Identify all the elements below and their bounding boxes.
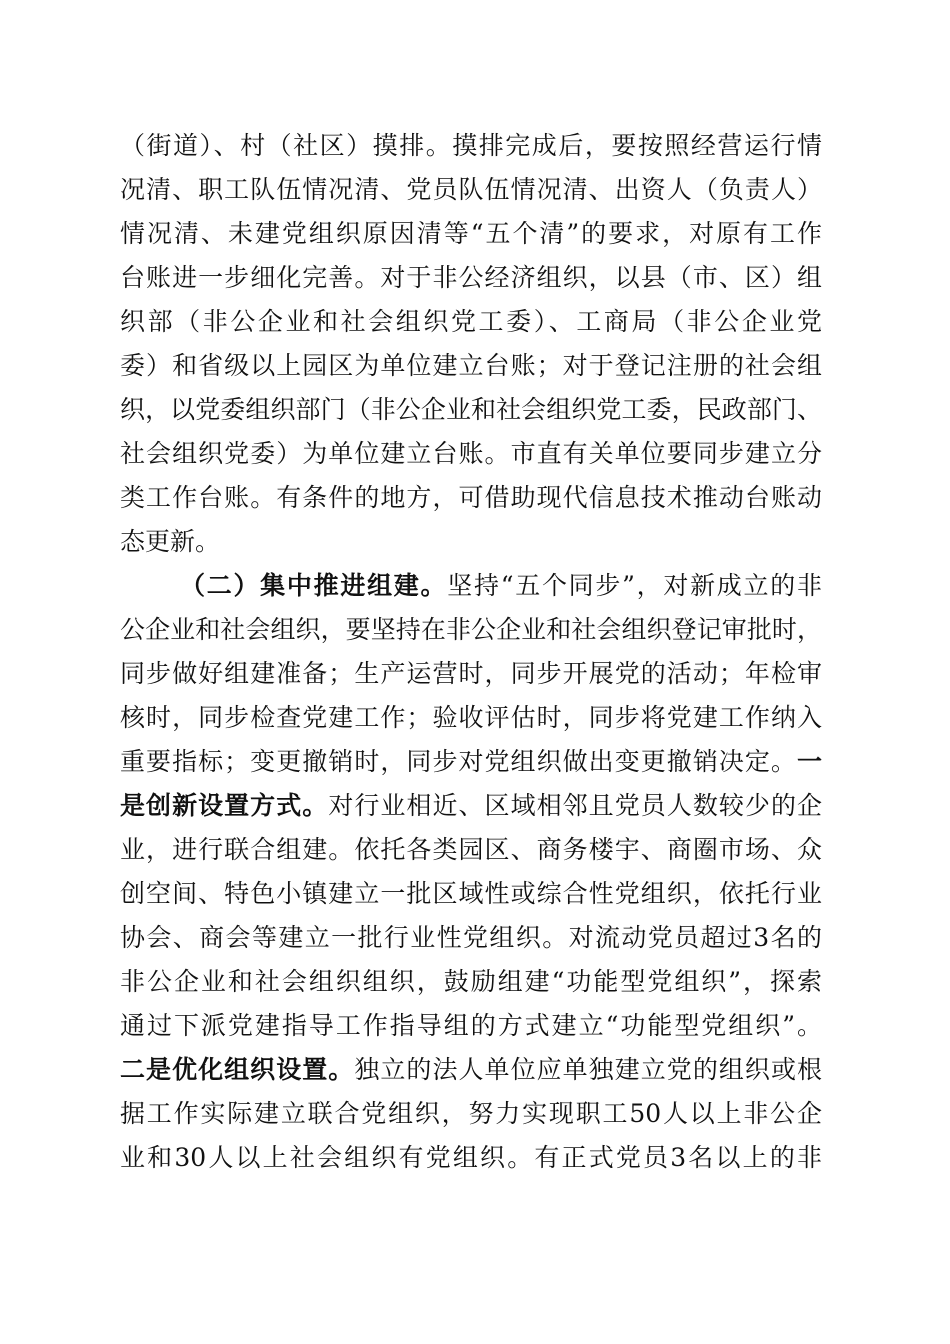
text-run: 独立的法人单位应单独建立党的组织或根	[354, 1055, 822, 1084]
text-run: 对行业相近、区域相邻且党员人数较少的企	[328, 791, 822, 820]
text-line: 协会、商会等建立一批行业性党组织。对流动党员超过3名的	[120, 923, 822, 952]
text-line	[120, 740, 822, 784]
text-line	[120, 784, 822, 828]
text-line: 据工作实际建立联合党组织，努力实现职工50人以上非公企	[120, 1099, 822, 1128]
text-line: 织部（非公企业和社会组织党工委）、工商局（非公企业党	[120, 307, 822, 336]
text-line: 通过下派党建指导工作指导组的方式建立“功能型党组织”。	[120, 1011, 822, 1040]
text-line: 织，以党委组织部门（非公企业和社会组织党工委，民政部门、	[120, 395, 822, 424]
text-line: 委）和省级以上园区为单位建立台账；对于登记注册的社会组	[120, 351, 822, 380]
document-body	[120, 124, 822, 1180]
text-run: 重要指标；变更撤销时，同步对党组织做出变更撤销决定。	[120, 747, 797, 776]
text-line	[120, 1048, 822, 1092]
text-line: 业和30人以上社会组织有党组织。有正式党员3名以上的非	[120, 1143, 822, 1172]
section-heading: （二）集中推进组建。	[180, 571, 448, 600]
bold-run: 是创新设置方式。	[120, 791, 329, 820]
paragraph-ledger	[120, 124, 822, 564]
paragraph-centralized-organizing	[120, 564, 822, 1180]
bold-run: 一	[796, 747, 822, 776]
bold-run: 二是优化组织设置。	[120, 1055, 355, 1084]
text-line: 非公企业和社会组织组织，鼓励组建“功能型党组织”，探索	[120, 967, 822, 996]
text-line: 社会组织党委）为单位建立台账。市直有关单位要同步建立分	[120, 439, 822, 468]
text-line: 类工作台账。有条件的地方，可借助现代信息技术推动台账动	[120, 483, 822, 512]
text-line: 核时，同步检查党建工作；验收评估时，同步将党建工作纳入	[120, 703, 822, 732]
text-line: 态更新。	[120, 527, 221, 556]
text-line: 创空间、特色小镇建立一批区域性或综合性党组织，依托行业	[120, 879, 822, 908]
text-line: 同步做好组建准备；生产运营时，同步开展党的活动；年检审	[120, 659, 822, 688]
text-line: 公企业和社会组织，要坚持在非公企业和社会组织登记审批时，	[120, 615, 822, 644]
text-line: 情况清、未建党组织原因清等“五个清”的要求，对原有工作	[120, 219, 822, 248]
text-run: 坚持“五个同步”，对新成立的非	[447, 571, 822, 600]
text-line: 业，进行联合组建。依托各类园区、商务楼宇、商圈市场、众	[120, 835, 822, 864]
text-line: 台账进一步细化完善。对于非公经济组织，以县（市、区）组	[120, 263, 822, 292]
text-line: 况清、职工队伍情况清、党员队伍情况清、出资人（负责人）	[120, 175, 822, 204]
text-line	[120, 564, 822, 608]
text-line: （街道）、村（社区）摸排。摸排完成后，要按照经营运行情	[120, 131, 822, 160]
